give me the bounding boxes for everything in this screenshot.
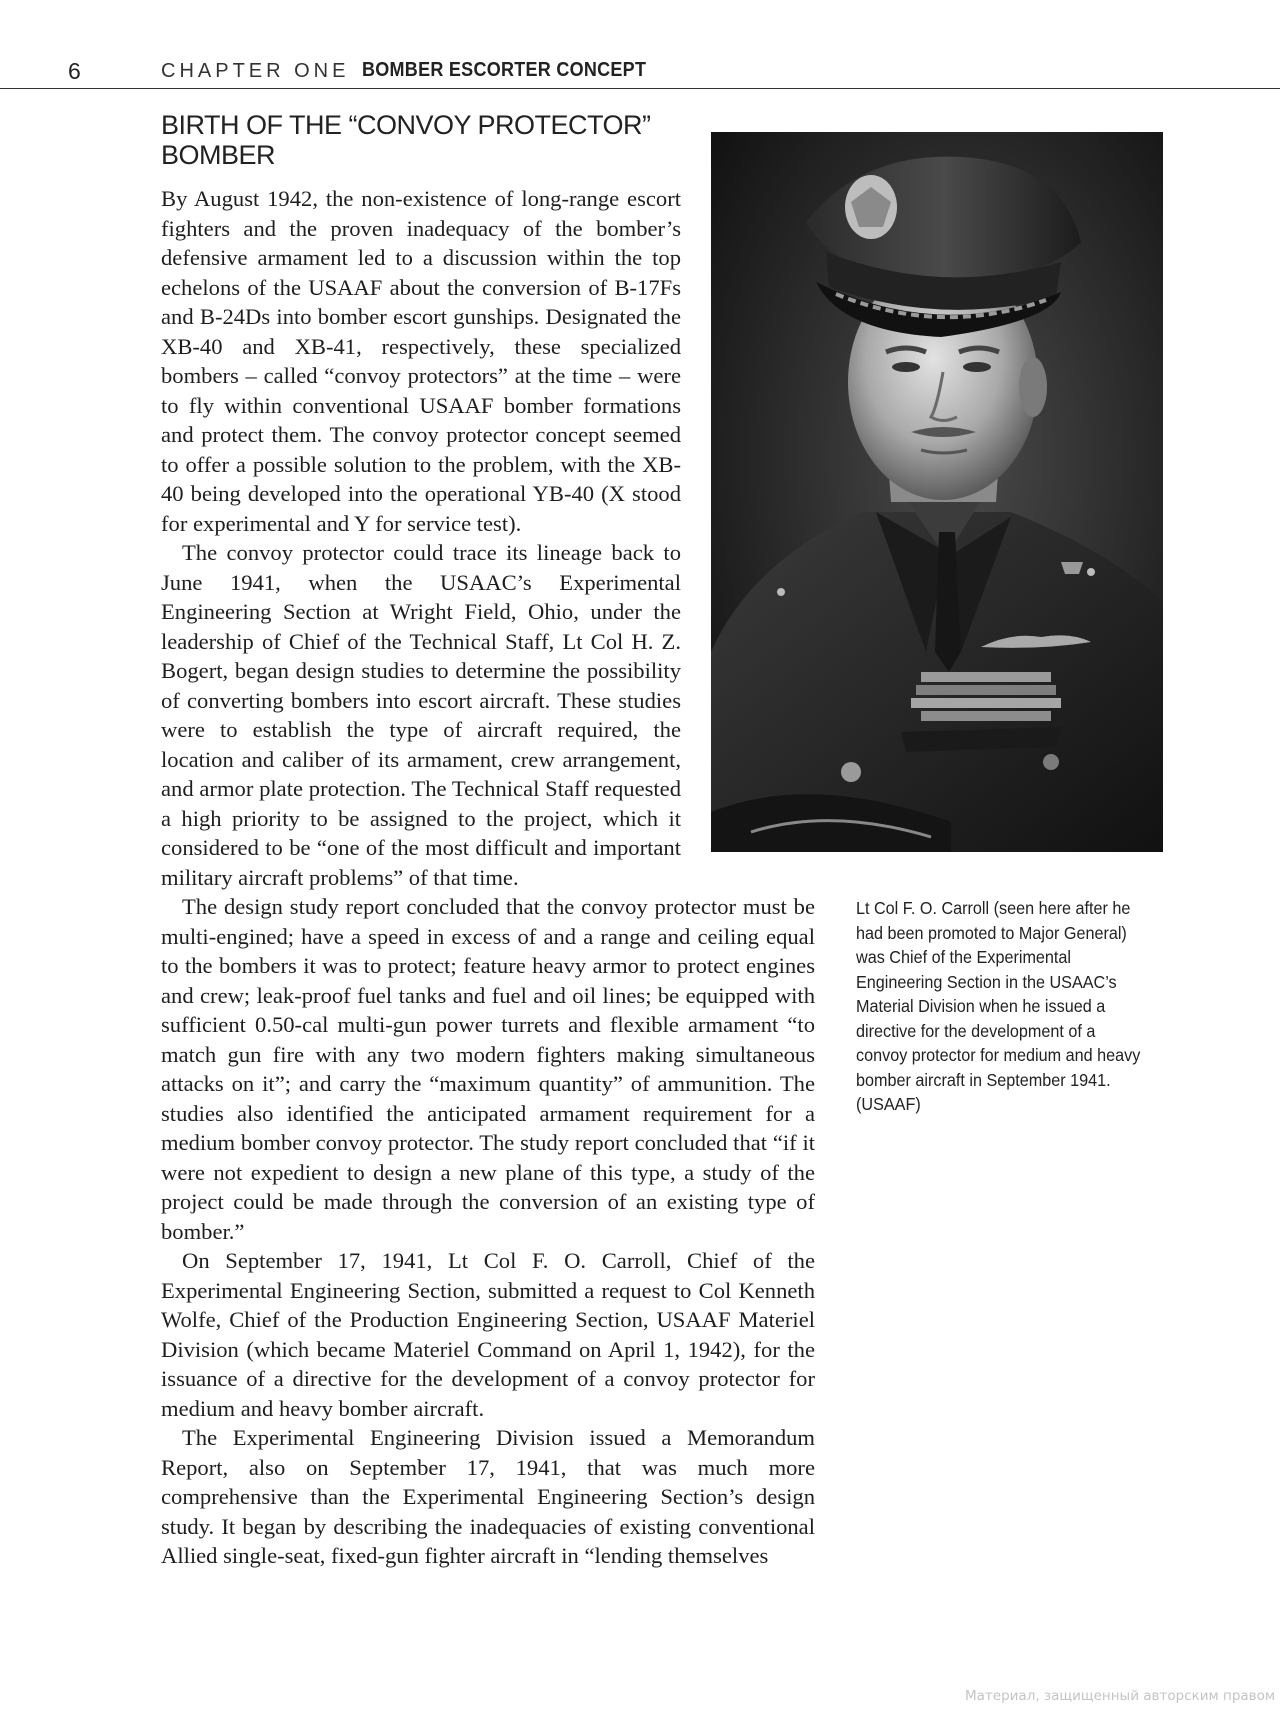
section-heading	[161, 110, 701, 170]
chapter-label: CHAPTER ONE	[161, 60, 350, 82]
section-heading-line-1: BIRTH OF THE “CONVOY PROTECTOR”	[161, 110, 651, 140]
paragraph-3: The design study report concluded that the convoy protector must be multi-engined; have a speed in excess of and a range and ceiling equal to the bombers it was to protect; feature heavy armor to protect engines and crew; leak-proof fuel tanks and fuel and oil lines; be equipped with sufficient 0.50-cal multi-gun power turrets and flexible armament “to match gun fire with any two modern fighters making simultaneous attacks on it”; and carry the “maximum quantity” of ammunition. The studies also identified the anticipated armament requirement for a medium bomber convoy protector. The study report concluded that “if it were not expedient to design a new plane of this type, a study of the project could be made through the conversion of an existing type of bomber.”	[161, 894, 815, 1244]
paragraph-4: On September 17, 1941, Lt Col F. O. Carroll, Chief of the Experimental Engineering Section, submitted a request to Col Kenneth Wolfe, Chief of the Production Engineering Section, USAAF Materiel Division (which became Materiel Command on April 1, 1942), for the issuance of a directive for the development of a convoy protector for medium and heavy bomber aircraft.	[161, 1248, 815, 1421]
paragraph-5: The Experimental Engineering Division issued a Memorandum Report, also on September 17, 1941, that was much more comprehensive than the Experimental Engineering Section’s design study. It began by describing the inadequacies of existing conventional Allied single-seat, fixed-gun fighter aircraft in “lending themselves	[161, 1425, 815, 1568]
paragraph-1: By August 1942, the non-existence of long-range escort fighters and the proven inadequacy of the bomber’s defensive armament led to a discussion within the top echelons of the USAAF about the conversion of B-17Fs and B-24Ds into bomber escort gunships. Designated the XB-40 and XB-41, respectively, these specialized bombers – called “convoy protectors” at the time – were to fly within conventional USAAF bomber formations and protect them. The convoy protector concept seemed to offer a possible solution to the problem, with the XB-40 being developed into the operational YB-40 (X stood for experimental and Y for service test).	[161, 186, 681, 536]
paragraph-2: The convoy protector could trace its lineage back to June 1941, when the USAAC’s Experimental Engineering Section at Wright Field, Ohio, under the leadership of Chief of the Technical Staff, Lt Col H. Z. Bogert, began design studies to determine the possibility of converting bombers into escort aircraft. These studies were to establish the type of aircraft required, the location and caliber of its armament, crew arrangement, and armor plate protection. The Technical Staff requested a high priority to be assigned to the project, which it considered to be “one of the most difficult and important military aircraft problems” of that time.	[161, 540, 681, 890]
section-heading-line-2: BOMBER	[161, 140, 276, 170]
chapter-title: BOMBER ESCORTER CONCEPT	[362, 59, 647, 81]
running-head	[0, 58, 1280, 89]
portrait-illustration	[711, 132, 1163, 852]
page-number: 6	[68, 58, 81, 84]
figure-caption: Lt Col F. O. Carroll (seen here after he had been promoted to Major General) was Chief of the Experimental Engineering Section in the USAAC’s Material Division when he issued a directive for the development of a convoy protector for medium and heavy bomber aircraft in September 1941. (USAAF)	[856, 898, 1141, 1114]
portrait-photo	[711, 132, 1163, 852]
copyright-watermark: Материал, защищенный авторским правом	[965, 1688, 1276, 1704]
